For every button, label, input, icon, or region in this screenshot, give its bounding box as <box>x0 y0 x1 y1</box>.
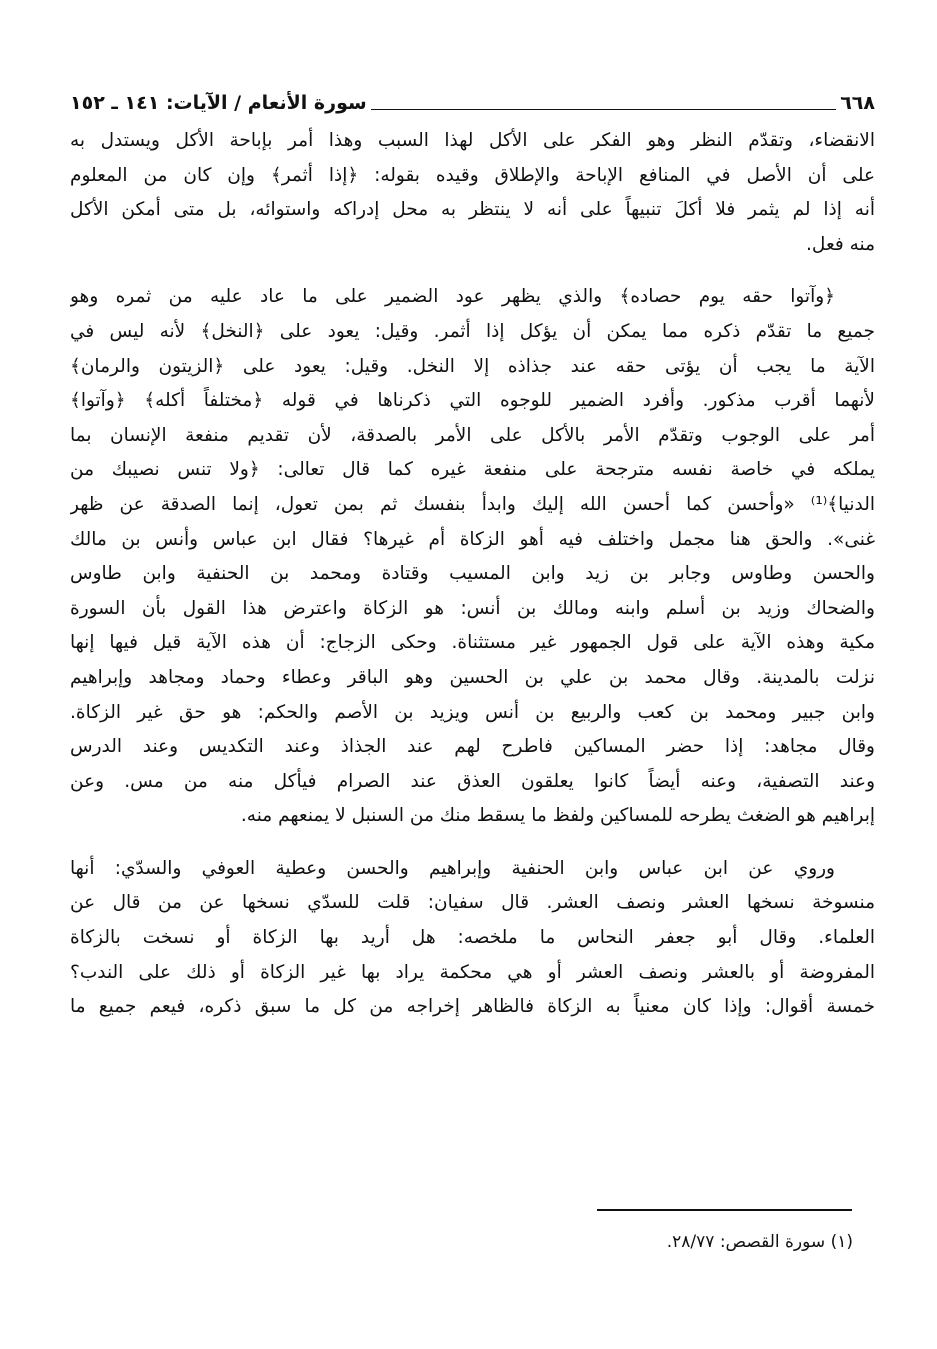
page-body <box>70 124 875 1025</box>
running-title: سورة الأنعام / الآيات: ١٤١ ـ ١٥٢ <box>70 92 367 114</box>
text-line: وعند التصفية، وعنه أيضاً كانوا يعلقون العذق عند الصرام فيأكل منه من مس. وعن <box>70 770 875 792</box>
running-header <box>70 88 875 118</box>
text-line: الدنيا﴾⁽¹⁾ «وأحسن كما أحسن الله إليك وابدأ بنفسك ثم بمن تعول، إنما الصدقة عن ظهر <box>70 493 875 515</box>
page-number: ٦٦٨ <box>840 92 875 114</box>
text-line: الآية ما يجب أن يؤتى حقه عند جذاذه إلا النخل. وقيل: يعود على ﴿الزيتون والرمان﴾ <box>70 355 875 377</box>
text-line: إبراهيم هو الضغث يطرحه للمساكين ولفظ ما يسقط منك من السنبل لا يمنعهم منه. <box>240 805 875 827</box>
header-rule <box>371 109 837 110</box>
paragraph-2 <box>70 280 875 834</box>
text-line: على أن الأصل في المنافع الإباحة والإطلاق وقيده بقوله: ﴿إذا أثمر﴾ وإن كان من المعلوم <box>70 164 875 186</box>
text-line: منسوخة نسخها العشر ونصف العشر. قال سفيان: قلت للسدّي نسخها عن من قال عن <box>70 892 875 914</box>
text-line: غنى». والحق هنا مجمل واختلف فيه أهو الزكاة أم غيرها؟ فقال ابن عباس وأنس بن مالك <box>70 528 875 550</box>
paragraph-3 <box>70 852 875 1025</box>
text-line: مكية وهذه الآية على قول الجمهور غير مستثناة. وحكى الزجاج: أن هذه الآية قيل فيها إنها <box>70 632 875 654</box>
text-line: وقال مجاهد: إذا حضر المساكين فاطرح لهم عند الجذاذ وعند التكديس وعند الدرس <box>70 736 875 758</box>
text-line: يملكه في خاصة نفسه مترجحة على منفعة غيره كما قال تعالى: ﴿ولا تنس نصيبك من <box>70 459 875 481</box>
text-line: نزلت بالمدينة. وقال محمد بن علي بن الحسين وهو الباقر وعطاء وحماد ومجاهد وإبراهيم <box>70 666 875 688</box>
text-line: وروي عن ابن عباس وابن الحنفية وإبراهيم والحسن وعطية العوفي والسدّي: أنها <box>70 857 835 879</box>
text-line: ﴿وآتوا حقه يوم حصاده﴾ والذي يظهر عود الضمير على ما عاد عليه من ثمره وهو <box>70 286 835 308</box>
text-line: المفروضة أو بالعشر ونصف العشر أو هي محكمة يراد بها غير الزكاة أو ذلك على الندب؟ <box>70 961 875 983</box>
footnote-divider <box>597 1209 852 1211</box>
paragraph-1 <box>70 124 875 262</box>
text-line: أنه إذا لم يثمر فلا أكلَ تنبيهاً على أنه لا ينتظر به محل إدراكه واستوائه، بل متى أمكن الأكل <box>70 199 875 221</box>
text-line: وابن جبير ومحمد بن كعب والربيع بن أنس ويزيد بن الأصم والحكم: هو حق غير الزكاة. <box>70 701 875 723</box>
text-line: أمر على الوجوب وتقدّم الأمر بالأكل على الأمر بالصدقة، لأن تقديم منفعة الإنسان بما <box>70 424 875 446</box>
text-line: خمسة أقوال: وإذا كان معنياً به الزكاة فالظاهر إخراجه من كل ما سبق ذكره، فيعم جميع ما <box>70 996 875 1018</box>
text-line: والحسن وطاوس وجابر بن زيد وابن المسيب وقتادة ومحمد بن الحنفية وابن طاوس <box>70 563 875 585</box>
text-line: الانقضاء، وتقدّم النظر وهو الفكر على الأكل لهذا السبب وهذا أمر بإباحة الأكل ويستدل به <box>70 130 875 151</box>
text-line: لأنهما أقرب مذكور. وأفرد الضمير للوجوه التي ذكرناها في قوله ﴿مختلفاً أكله﴾ ﴿وآتوا﴾ <box>70 390 875 412</box>
text-line: منه فعل. <box>806 233 875 255</box>
footnote: (١) سورة القصص: ٢٨/٧٧. <box>666 1232 853 1252</box>
text-line: والضحاك وزيد بن أسلم وابنه ومالك بن أنس: هو الزكاة واعترض هذا القول بأن السورة <box>70 597 875 619</box>
text-line: جميع ما تقدّم ذكره مما يمكن أن يؤكل إذا أثمر. وقيل: يعود على ﴿النخل﴾ لأنه ليس في <box>70 320 875 342</box>
text-line: العلماء. وقال أبو جعفر النحاس ما ملخصه: هل أريد بها الزكاة أو نسخت بالزكاة <box>70 927 875 949</box>
